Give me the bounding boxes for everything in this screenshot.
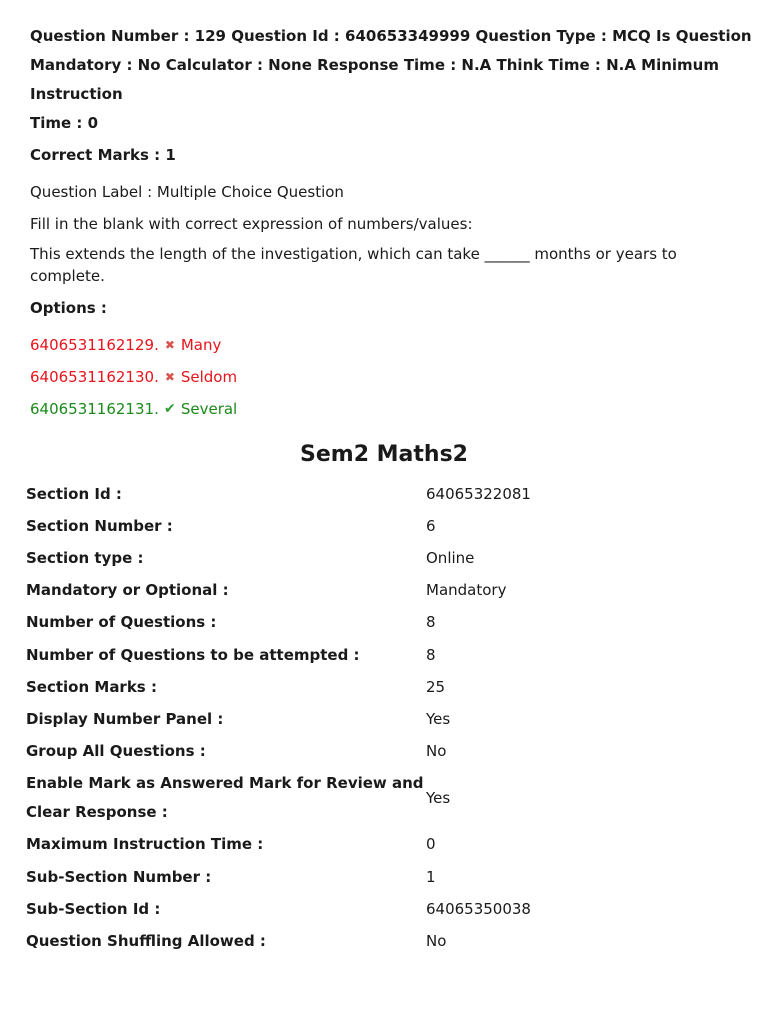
row-value: Yes	[426, 788, 451, 807]
row-key: Enable Mark as Answered Mark for Review and Clear Response :	[26, 774, 424, 822]
row-value: 64065350038	[426, 899, 531, 918]
section-title: Sem2 Maths2	[300, 442, 468, 467]
cross-icon: ✖	[164, 370, 175, 384]
row-key: Sub-Section Id :	[26, 899, 161, 918]
row-value: No	[426, 932, 447, 951]
cross-icon: ✖	[164, 338, 175, 352]
row-key: Section type :	[26, 548, 144, 567]
question-block	[30, 22, 755, 420]
table-row	[26, 768, 746, 829]
option-text: Many	[180, 336, 222, 354]
question-instruction: Fill in the blank with correct expression of numbers/values:	[30, 215, 473, 233]
table-row	[26, 478, 746, 510]
row-key: Group All Questions :	[26, 742, 206, 761]
question-header-line-2: Mandatory : No Calculator : None Response Time : N.A Think Time : N.A Minimum Instruction	[30, 56, 719, 103]
table-row	[26, 925, 746, 957]
row-value: 64065322081	[426, 484, 531, 503]
option-2	[30, 366, 755, 388]
question-label: Question Label : Multiple Choice Question	[30, 183, 344, 201]
row-value: Yes	[426, 709, 451, 728]
row-value: 6	[426, 516, 436, 535]
option-1	[30, 334, 755, 356]
row-value: 8	[426, 645, 436, 664]
row-key: Display Number Panel :	[26, 709, 224, 728]
question-header-line-3: Time : 0	[30, 114, 99, 132]
table-row	[26, 893, 746, 925]
table-row	[26, 736, 746, 768]
option-text: Seldom	[180, 368, 238, 386]
row-value: Online	[426, 548, 475, 567]
check-icon: ✔	[163, 401, 176, 417]
option-text: Several	[180, 400, 238, 418]
table-row	[26, 861, 746, 893]
section-info-table	[26, 478, 746, 958]
table-row	[26, 575, 746, 607]
row-value: 8	[426, 613, 436, 632]
option-id: 6406531162130.	[30, 368, 159, 386]
option-id: 6406531162131.	[30, 400, 159, 418]
row-key: Question Shuffling Allowed :	[26, 932, 266, 951]
table-row	[26, 671, 746, 703]
row-key: Number of Questions :	[26, 613, 217, 632]
row-key: Section Number :	[26, 516, 173, 535]
row-key: Section Id :	[26, 484, 122, 503]
row-value: 0	[426, 835, 436, 854]
options-title: Options :	[30, 299, 107, 317]
row-key: Maximum Instruction Time :	[26, 835, 264, 854]
correct-marks: Correct Marks : 1	[30, 146, 176, 164]
row-key: Section Marks :	[26, 677, 157, 696]
option-id: 6406531162129.	[30, 336, 159, 354]
table-row	[26, 607, 746, 639]
row-value: No	[426, 742, 447, 761]
table-row	[26, 639, 746, 671]
question-text: This extends the length of the investigation, which can take ______ months or years to complete.	[30, 245, 677, 285]
row-key: Mandatory or Optional :	[26, 581, 229, 600]
table-row	[26, 829, 746, 861]
row-key: Sub-Section Number :	[26, 867, 212, 886]
table-row	[26, 510, 746, 542]
row-value: 25	[426, 677, 446, 696]
option-3	[30, 398, 755, 420]
row-value: 1	[426, 867, 436, 886]
table-row	[26, 542, 746, 574]
table-row	[26, 703, 746, 735]
question-header-line-1: Question Number : 129 Question Id : 640653349999 Question Type : MCQ Is Question	[30, 27, 752, 45]
row-key: Number of Questions to be attempted :	[26, 645, 360, 664]
row-value: Mandatory	[426, 581, 507, 600]
